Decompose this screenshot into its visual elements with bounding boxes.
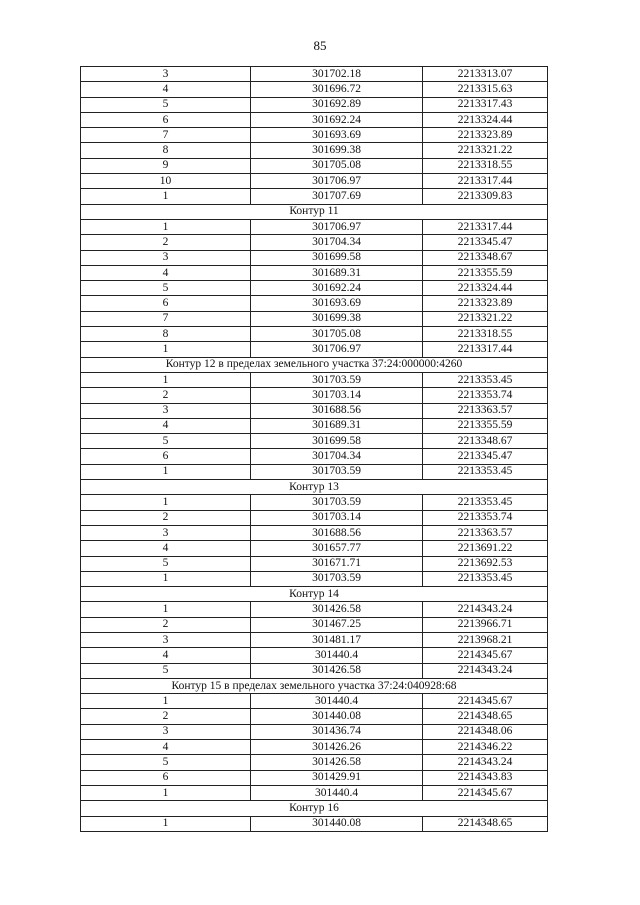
coordinate-x: 301704.34 xyxy=(251,235,423,250)
coordinate-y: 2213353.45 xyxy=(423,495,548,510)
point-number: 7 xyxy=(81,128,251,143)
table-row xyxy=(81,770,548,785)
table-row xyxy=(81,785,548,800)
coordinate-x: 301429.91 xyxy=(251,770,423,785)
table-row xyxy=(81,235,548,250)
point-number: 5 xyxy=(81,97,251,112)
coordinate-x: 301689.31 xyxy=(251,418,423,433)
coordinate-x: 301440.4 xyxy=(251,648,423,663)
coordinate-y: 2214345.67 xyxy=(423,648,548,663)
coordinate-y: 2214348.65 xyxy=(423,816,548,831)
coordinate-y: 2214348.65 xyxy=(423,709,548,724)
point-number: 3 xyxy=(81,67,251,82)
coordinate-x: 301426.58 xyxy=(251,602,423,617)
coordinate-y: 2213691.22 xyxy=(423,541,548,556)
coordinate-x: 301693.69 xyxy=(251,296,423,311)
point-number: 8 xyxy=(81,143,251,158)
coordinate-y: 2213355.59 xyxy=(423,265,548,280)
point-number: 1 xyxy=(81,571,251,586)
table-row xyxy=(81,250,548,265)
coordinate-x: 301704.34 xyxy=(251,449,423,464)
table-row xyxy=(81,724,548,739)
point-number: 1 xyxy=(81,189,251,204)
table-row xyxy=(81,143,548,158)
table-row xyxy=(81,67,548,82)
point-number: 1 xyxy=(81,602,251,617)
coordinate-y: 2213353.45 xyxy=(423,372,548,387)
coordinate-y: 2213318.55 xyxy=(423,158,548,173)
point-number: 5 xyxy=(81,281,251,296)
point-number: 1 xyxy=(81,342,251,357)
coordinate-x: 301657.77 xyxy=(251,541,423,556)
contour-header: Контур 13 xyxy=(81,480,548,495)
point-number: 1 xyxy=(81,785,251,800)
point-number: 1 xyxy=(81,219,251,234)
coordinate-x: 301703.59 xyxy=(251,495,423,510)
table-row xyxy=(81,755,548,770)
coordinate-y: 2213313.07 xyxy=(423,67,548,82)
coordinate-x: 301692.24 xyxy=(251,281,423,296)
coordinate-y: 2213317.44 xyxy=(423,342,548,357)
contour-header: Контур 16 xyxy=(81,801,548,816)
coordinate-x: 301689.31 xyxy=(251,265,423,280)
table-row xyxy=(81,617,548,632)
coordinate-x: 301692.24 xyxy=(251,112,423,127)
table-row xyxy=(81,694,548,709)
point-number: 5 xyxy=(81,755,251,770)
point-number: 3 xyxy=(81,250,251,265)
coordinate-x: 301699.38 xyxy=(251,311,423,326)
coordinate-x: 301706.97 xyxy=(251,342,423,357)
contour-header-row xyxy=(81,204,548,219)
coordinate-y: 2213318.55 xyxy=(423,327,548,342)
coordinate-y: 2214346.22 xyxy=(423,740,548,755)
point-number: 1 xyxy=(81,816,251,831)
coordinate-x: 301699.58 xyxy=(251,250,423,265)
coordinate-x: 301696.72 xyxy=(251,82,423,97)
coordinate-y: 2214345.67 xyxy=(423,785,548,800)
coordinate-y: 2213353.74 xyxy=(423,388,548,403)
table-row xyxy=(81,464,548,479)
point-number: 1 xyxy=(81,372,251,387)
table-row xyxy=(81,495,548,510)
coordinate-y: 2213323.89 xyxy=(423,128,548,143)
coordinate-x: 301440.4 xyxy=(251,785,423,800)
coordinate-x: 301707.69 xyxy=(251,189,423,204)
coordinate-y: 2213348.67 xyxy=(423,434,548,449)
coordinate-x: 301692.89 xyxy=(251,97,423,112)
point-number: 1 xyxy=(81,694,251,709)
coordinate-x: 301703.14 xyxy=(251,388,423,403)
point-number: 2 xyxy=(81,617,251,632)
coordinate-y: 2213355.59 xyxy=(423,418,548,433)
point-number: 10 xyxy=(81,174,251,189)
point-number: 7 xyxy=(81,311,251,326)
table-row xyxy=(81,434,548,449)
coordinate-x: 301467.25 xyxy=(251,617,423,632)
coordinate-y: 2214345.67 xyxy=(423,694,548,709)
point-number: 1 xyxy=(81,464,251,479)
coordinate-y: 2213317.44 xyxy=(423,219,548,234)
coordinate-y: 2213345.47 xyxy=(423,449,548,464)
table-row xyxy=(81,418,548,433)
coordinate-y: 2213321.22 xyxy=(423,311,548,326)
contour-header-row xyxy=(81,801,548,816)
point-number: 4 xyxy=(81,541,251,556)
point-number: 2 xyxy=(81,235,251,250)
table-row xyxy=(81,632,548,647)
table-row xyxy=(81,525,548,540)
point-number: 8 xyxy=(81,327,251,342)
coordinate-x: 301688.56 xyxy=(251,403,423,418)
coordinate-y: 2213692.53 xyxy=(423,556,548,571)
point-number: 4 xyxy=(81,648,251,663)
table-row xyxy=(81,342,548,357)
table-row xyxy=(81,388,548,403)
coordinate-y: 2213353.45 xyxy=(423,464,548,479)
table-row xyxy=(81,219,548,234)
coordinate-x: 301703.59 xyxy=(251,464,423,479)
coordinate-y: 2213315.63 xyxy=(423,82,548,97)
point-number: 6 xyxy=(81,112,251,127)
coordinate-x: 301440.08 xyxy=(251,816,423,831)
coordinate-x: 301426.58 xyxy=(251,663,423,678)
table-row xyxy=(81,740,548,755)
coordinates-table-body xyxy=(81,67,548,832)
table-row xyxy=(81,265,548,280)
coordinate-y: 2214343.83 xyxy=(423,770,548,785)
coordinate-x: 301440.08 xyxy=(251,709,423,724)
table-row xyxy=(81,327,548,342)
table-row xyxy=(81,372,548,387)
coordinate-x: 301706.97 xyxy=(251,174,423,189)
contour-header-row xyxy=(81,587,548,602)
coordinate-x: 301702.18 xyxy=(251,67,423,82)
coordinate-x: 301481.17 xyxy=(251,632,423,647)
coordinate-y: 2213966.71 xyxy=(423,617,548,632)
coordinate-y: 2213323.89 xyxy=(423,296,548,311)
coordinate-x: 301706.97 xyxy=(251,219,423,234)
point-number: 4 xyxy=(81,82,251,97)
coordinate-x: 301703.59 xyxy=(251,372,423,387)
coordinate-x: 301705.08 xyxy=(251,327,423,342)
table-row xyxy=(81,296,548,311)
coordinate-x: 301426.26 xyxy=(251,740,423,755)
coordinate-y: 2214343.24 xyxy=(423,602,548,617)
point-number: 2 xyxy=(81,388,251,403)
table-row xyxy=(81,189,548,204)
point-number: 6 xyxy=(81,296,251,311)
coordinate-y: 2213309.83 xyxy=(423,189,548,204)
coordinate-x: 301426.58 xyxy=(251,755,423,770)
table-row xyxy=(81,112,548,127)
table-row xyxy=(81,128,548,143)
coordinate-y: 2213353.45 xyxy=(423,571,548,586)
coordinate-x: 301705.08 xyxy=(251,158,423,173)
table-row xyxy=(81,97,548,112)
coordinate-x: 301699.38 xyxy=(251,143,423,158)
coordinate-y: 2213363.57 xyxy=(423,525,548,540)
point-number: 4 xyxy=(81,740,251,755)
coordinate-x: 301688.56 xyxy=(251,525,423,540)
coordinate-y: 2214348.06 xyxy=(423,724,548,739)
table-row xyxy=(81,648,548,663)
coordinate-x: 301436.74 xyxy=(251,724,423,739)
point-number: 6 xyxy=(81,770,251,785)
point-number: 9 xyxy=(81,158,251,173)
table-row xyxy=(81,82,548,97)
point-number: 2 xyxy=(81,709,251,724)
coordinate-y: 2213348.67 xyxy=(423,250,548,265)
coordinate-x: 301699.58 xyxy=(251,434,423,449)
point-number: 5 xyxy=(81,556,251,571)
table-row xyxy=(81,158,548,173)
page-number: 85 xyxy=(313,38,327,53)
coordinate-x: 301703.14 xyxy=(251,510,423,525)
point-number: 2 xyxy=(81,510,251,525)
contour-header-row xyxy=(81,480,548,495)
point-number: 3 xyxy=(81,632,251,647)
contour-header: Контур 14 xyxy=(81,587,548,602)
coordinate-y: 2214343.24 xyxy=(423,755,548,770)
coordinate-x: 301671.71 xyxy=(251,556,423,571)
coordinate-y: 2213324.44 xyxy=(423,112,548,127)
contour-header-row xyxy=(81,678,548,693)
table-row xyxy=(81,556,548,571)
point-number: 3 xyxy=(81,403,251,418)
point-number: 3 xyxy=(81,724,251,739)
table-row xyxy=(81,311,548,326)
table-row xyxy=(81,816,548,831)
table-row xyxy=(81,541,548,556)
coordinate-y: 2213321.22 xyxy=(423,143,548,158)
point-number: 5 xyxy=(81,434,251,449)
coordinate-x: 301693.69 xyxy=(251,128,423,143)
table-row xyxy=(81,602,548,617)
point-number: 1 xyxy=(81,495,251,510)
coordinates-table xyxy=(80,66,548,832)
table-row xyxy=(81,571,548,586)
table-row xyxy=(81,709,548,724)
table-row xyxy=(81,174,548,189)
coordinate-y: 2214343.24 xyxy=(423,663,548,678)
point-number: 4 xyxy=(81,418,251,433)
coordinate-y: 2213324.44 xyxy=(423,281,548,296)
coordinate-y: 2213968.21 xyxy=(423,632,548,647)
point-number: 3 xyxy=(81,525,251,540)
coordinate-y: 2213317.44 xyxy=(423,174,548,189)
point-number: 4 xyxy=(81,265,251,280)
point-number: 5 xyxy=(81,663,251,678)
table-row xyxy=(81,449,548,464)
coordinate-y: 2213363.57 xyxy=(423,403,548,418)
contour-header: Контур 15 в пределах земельного участка 37:24:040928:68 xyxy=(81,678,548,693)
table-row xyxy=(81,663,548,678)
coordinate-y: 2213345.47 xyxy=(423,235,548,250)
contour-header: Контур 12 в пределах земельного участка 37:24:000000:4260 xyxy=(81,357,548,372)
coordinate-y: 2213317.43 xyxy=(423,97,548,112)
contour-header-row xyxy=(81,357,548,372)
table-row xyxy=(81,281,548,296)
coordinate-x: 301703.59 xyxy=(251,571,423,586)
contour-header: Контур 11 xyxy=(81,204,548,219)
table-row xyxy=(81,403,548,418)
coordinate-y: 2213353.74 xyxy=(423,510,548,525)
coordinate-x: 301440.4 xyxy=(251,694,423,709)
point-number: 6 xyxy=(81,449,251,464)
table-row xyxy=(81,510,548,525)
